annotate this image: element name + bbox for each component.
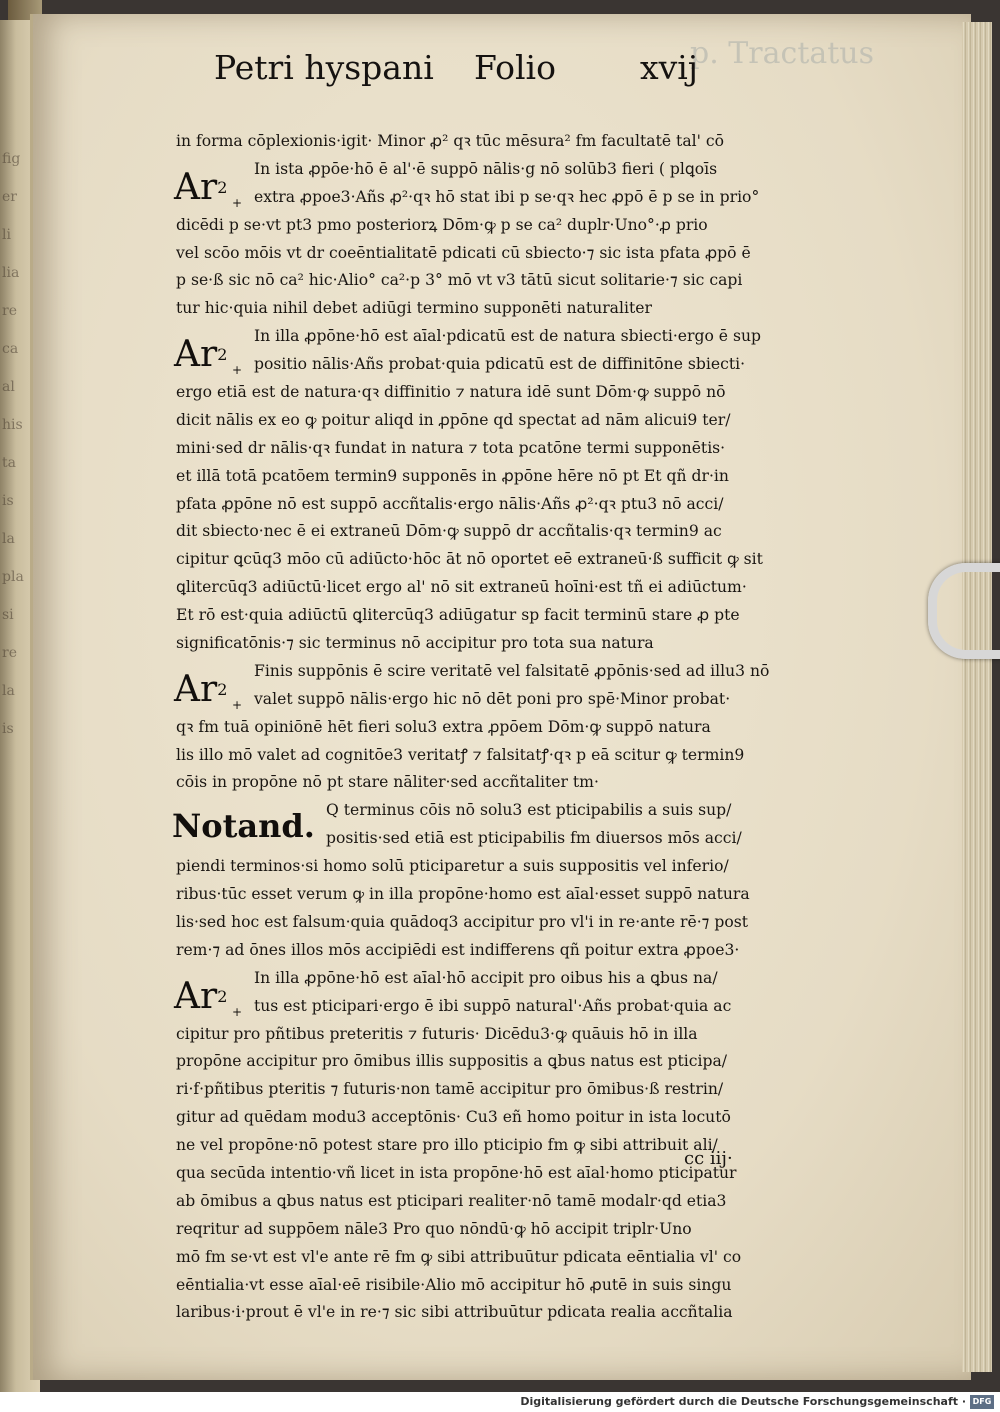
- text-line: In illa ꝓpōne·hō est aīal·pdicatū est de natura sbiecti·ergo ē sup: [254, 327, 762, 346]
- notandum-paragraph: [172, 797, 800, 964]
- footer-bar: [0, 1392, 1000, 1412]
- text-line: eēntialia·vt esse aīal·eē risibile·Alio mō accipitur hō ꝓutē in suis singu: [176, 1275, 732, 1294]
- ar-superscript: 2: [217, 986, 228, 1006]
- ar-plus-mark: +: [232, 697, 243, 712]
- ar-label: Ar: [174, 166, 218, 208]
- text-line: ab ōmibus a ꝗbus natus est pticipari realiter·nō tamē modalr·qd etia3: [176, 1191, 727, 1210]
- ar-label: Ar: [174, 334, 218, 376]
- text-line: extra ꝓpoe3·Añs ꝓ²·qꝛ hō stat ibi p se·qꝛ hec ꝓpō ē p se in prio°: [254, 187, 760, 206]
- running-head-folio-label: Folio: [474, 48, 556, 87]
- notandum-heading: Notand.: [172, 807, 315, 846]
- page-stack-edge: [962, 22, 992, 1372]
- ar-label: Ar: [174, 975, 218, 1017]
- digitization-credit: Digitalisierung gefördert durch die Deutsche Forschungsgemeinschaft ·: [520, 1395, 966, 1408]
- text-line: piendi terminos·si homo solū pticiparetur a suis suppositis vel inferio/: [176, 857, 729, 876]
- text-line: tur hic·quia nihil debet adiūgi termino supponēti naturaliter: [176, 299, 652, 318]
- text-line: In illa ꝓpōne·hō est aīal·hō accipit pro oibus his a ꝗbus na/: [254, 968, 718, 987]
- text-line: qꝛ fm tuā opiniōnē hēt fieri solu3 extra ꝓpōem Dōm·ꝙ suppō natura: [176, 717, 711, 736]
- text-line: vel scōo mōis vt dr coeēntialitatē pdicati cū sbiecto·⁊ sic ista pfata ꝓpō ē: [176, 243, 751, 262]
- dfg-logo: DFG: [970, 1395, 994, 1409]
- text-line: reqritur ad suppōem nāle3 Pro quo nōndū·ꝙ hō accipit triplr·Uno: [176, 1219, 692, 1238]
- ar-plus-mark: +: [232, 1004, 243, 1019]
- text-line: significatōnis·⁊ sic terminus nō accipitur pro tota sua natura: [176, 634, 654, 653]
- text-line: cipitur pro pñtibus preteritis ⁊ futuris· Dicēdu3·ꝙ quāuis hō in illa: [176, 1024, 698, 1043]
- text-line: gitur ad quēdam modu3 acceptōnis· Cu3 eñ homo poitur in ista locutō: [176, 1108, 731, 1127]
- show-through-text: p. Tractatus: [690, 36, 875, 71]
- text-line: dicit nālis ex eo ꝙ poitur aliqd in ꝓpōne qd spectat ad nām alicui9 ter/: [176, 410, 731, 429]
- ar-label: Ar: [174, 668, 218, 710]
- ar-initial: [174, 975, 228, 1017]
- ar-initial: [174, 334, 228, 376]
- text-line: ri·f·pñtibus pteritis ⁊ futuris·non tamē accipitur pro ōmibus·ß restrin/: [176, 1080, 724, 1099]
- text-line: lis·sed hoc est falsum·quia quādoq3 accipitur pro vl'i in re·ante rē·⁊ post: [176, 912, 748, 931]
- ar-plus-mark: +: [232, 195, 243, 210]
- page-clip: [928, 563, 1000, 659]
- argument-paragraph: [176, 658, 800, 797]
- ar-superscript: 2: [217, 345, 228, 365]
- text-line: positis·sed etiā est pticipabilis fm diuersos mōs acci/: [326, 829, 742, 848]
- text-line: propōne accipitur pro ōmibus illis suppositis a ꝗbus natus est pticipa/: [176, 1052, 727, 1071]
- text-line: positio nālis·Añs probat·quia pdicatū est de diffinitōne sbiecti·: [254, 355, 746, 374]
- text-line: dit sbiecto·nec ē ei extraneū Dōm·ꝙ suppō dr accñtalis·qꝛ termin9 ac: [176, 522, 722, 541]
- text-line: cōis in propōne nō pt stare nāliter·sed accñtaliter tm·: [176, 773, 599, 792]
- argument-paragraph: [176, 965, 800, 1328]
- text-line: ne vel propōne·nō potest stare pro illo pticipio fm ꝙ sibi attribuit ali/: [176, 1136, 718, 1155]
- text-line: ergo etiā est de natura·qꝛ diffinitio ⁊ natura idē sunt Dōm·ꝙ suppō nō: [176, 383, 726, 402]
- ar-superscript: 2: [217, 177, 228, 197]
- text-line: rem·⁊ ad ōnes illos mōs accipiēdi est indifferens qñ poitur extra ꝓpoe3·: [176, 940, 740, 959]
- text-line: laribus·i·prout ē vl'e in re·⁊ sic sibi attribuūtur pdicata realia accñtalia: [176, 1303, 733, 1322]
- signature-mark: cc iij·: [684, 1148, 733, 1169]
- text-line: pfata ꝓpōne nō est suppō accñtalis·ergo nālis·Añs ꝓ²·qꝛ ptu3 nō acci/: [176, 494, 724, 513]
- text-line: Q terminus cōis nō solu3 est pticipabilis a suis sup/: [326, 801, 732, 820]
- ar-initial: [174, 668, 228, 710]
- argument-paragraph: [176, 156, 800, 323]
- text-line: dicēdi p se·vt pt3 pmo posteriorꝝ Dōm·ꝙ p se ca² duplr·Uno°·ꝓ prio: [176, 215, 708, 234]
- running-head-folio-number: xvij: [640, 48, 699, 87]
- text-line: Et rō est·quia adiūctū ꝗlitercūq3 adiūgatur sp facit terminū stare ꝓ pte: [176, 606, 740, 625]
- text-line: ꝗlitercūq3 adiūctū·licet ergo al' nō sit extraneū hoīni·est tñ ei adiūctum·: [176, 578, 747, 597]
- text-line: mō fm se·vt est vl'e ante rē fm ꝙ sibi attribuūtur pdicata eēntialia vl' co: [176, 1247, 742, 1266]
- text-line: qua secūda intentio·vñ licet in ista propōne·hō est aīal·homo pticipatur: [176, 1163, 737, 1182]
- text-line: et illā totā pcatōem termin9 supponēs in ꝓpōne hēre nō pt Et qñ dr·in: [176, 466, 729, 485]
- text-line: lis illo mō valet ad cognitōe3 veritatꝭ ⁊ falsitatꝭ·qꝛ p eā scitur ꝙ termin9: [176, 745, 745, 764]
- ar-plus-mark: +: [232, 363, 243, 378]
- running-head-author: Petri hyspani: [214, 48, 434, 87]
- text-line: valet suppō nālis·ergo hic nō dēt poni pro spē·Minor probat·: [254, 689, 731, 708]
- text-line: In ista ꝓpōe·hō ē al'·ē suppō nālis·g nō solūb3 fieri ( plꝗoīs: [254, 159, 718, 178]
- text-line: Finis suppōnis ē scire veritatē vel falsitatē ꝓpōnis·sed ad illu3 nō: [254, 661, 770, 680]
- text-line: p se·ß sic nō ca² hic·Alio° ca²·p 3° mō vt v3 tātū sicut solitarie·⁊ sic capi: [176, 271, 743, 290]
- ar-initial: [174, 166, 228, 208]
- previous-page-text: fig er li lia re ca al his ta is la pla si re la is: [2, 151, 24, 737]
- text-line: in forma cōplexionis·igit· Minor ꝓ² qꝛ tūc mēsura² fm facultatē tal' cō: [176, 132, 724, 150]
- text-line: ribus·tūc esset verum ꝙ in illa propōne·homo est aīal·esset suppō natura: [176, 885, 750, 904]
- text-line: tus est pticipari·ergo ē ibi suppō natural'·Añs probat·quia ac: [254, 996, 732, 1015]
- text-line: cipitur ꝗcūq3 mōo cū adiūcto·hōc āt nō oportet eē extraneū·ß sufficit ꝙ sit: [176, 550, 763, 569]
- ar-superscript: 2: [217, 679, 228, 699]
- argument-paragraph: [176, 323, 800, 658]
- text-line: mini·sed dr nālis·qꝛ fundat in natura ⁊ tota pcatōne termi supponētis·: [176, 438, 726, 457]
